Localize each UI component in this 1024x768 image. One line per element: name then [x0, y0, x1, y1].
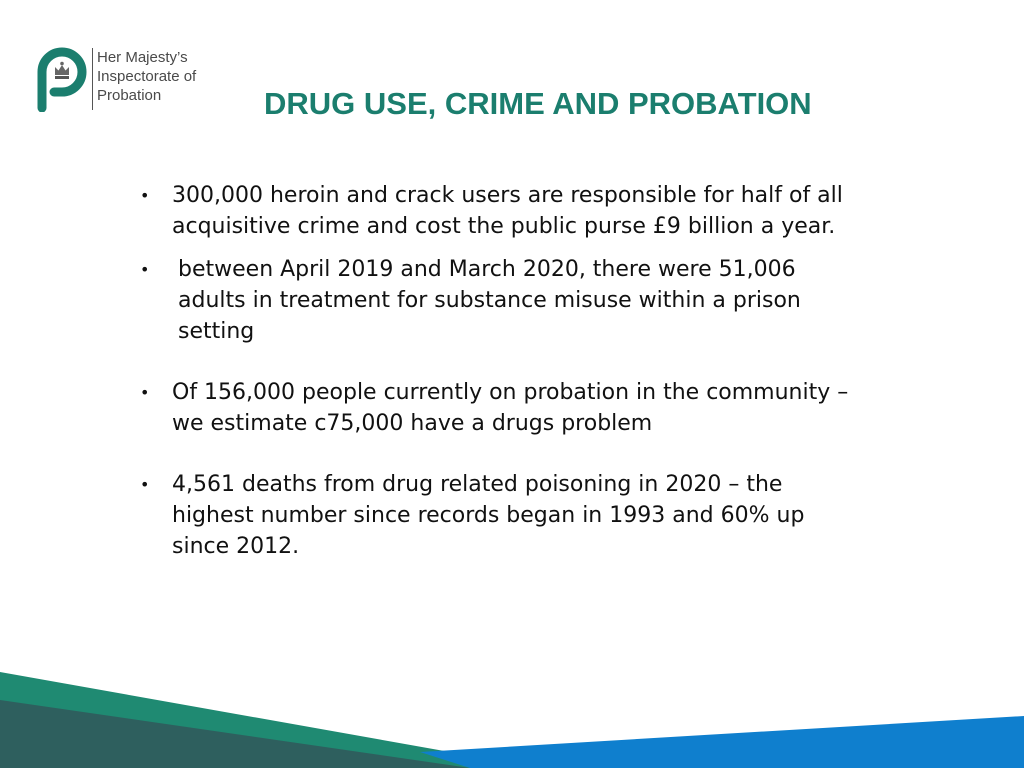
logo-line-1: Her Majesty’s	[97, 49, 188, 66]
logo-text	[97, 48, 196, 105]
footer-stripes	[0, 660, 1024, 768]
bullet-dot: •	[140, 260, 150, 279]
bullet-item	[130, 180, 860, 242]
bullet-dot: •	[140, 186, 150, 205]
bullet-text: between April 2019 and March 2020, there were 51,006 adults in treatment for substance misuse within a prison setting	[178, 257, 801, 344]
inspectorate-logo	[34, 46, 234, 116]
bullet-text: 4,561 deaths from drug related poisoning in 2020 – the highest number since records began in 1993 and 60% up since 2012.	[172, 472, 805, 559]
bullet-item	[130, 254, 860, 347]
bullet-text: 300,000 heroin and crack users are responsible for half of all acquisitive crime and cost the public purse £9 billion a year.	[172, 183, 843, 239]
bullet-dot: •	[140, 383, 150, 402]
bullet-list	[130, 180, 860, 562]
probation-p-logo-icon	[34, 46, 90, 112]
footer-blue-stripe	[420, 716, 1024, 768]
crown-icon	[55, 62, 69, 79]
logo-divider	[92, 48, 93, 110]
logo-line-2: Inspectorate of	[97, 68, 197, 85]
bullet-text: Of 156,000 people currently on probation in the community – we estimate c75,000 have a drugs problem	[172, 380, 849, 436]
bullet-dot: •	[140, 475, 150, 494]
bullet-item	[130, 469, 860, 562]
bullet-item	[130, 377, 860, 439]
slide-title: DRUG USE, CRIME AND PROBATION	[264, 86, 812, 121]
logo-line-3: Probation	[97, 87, 162, 104]
